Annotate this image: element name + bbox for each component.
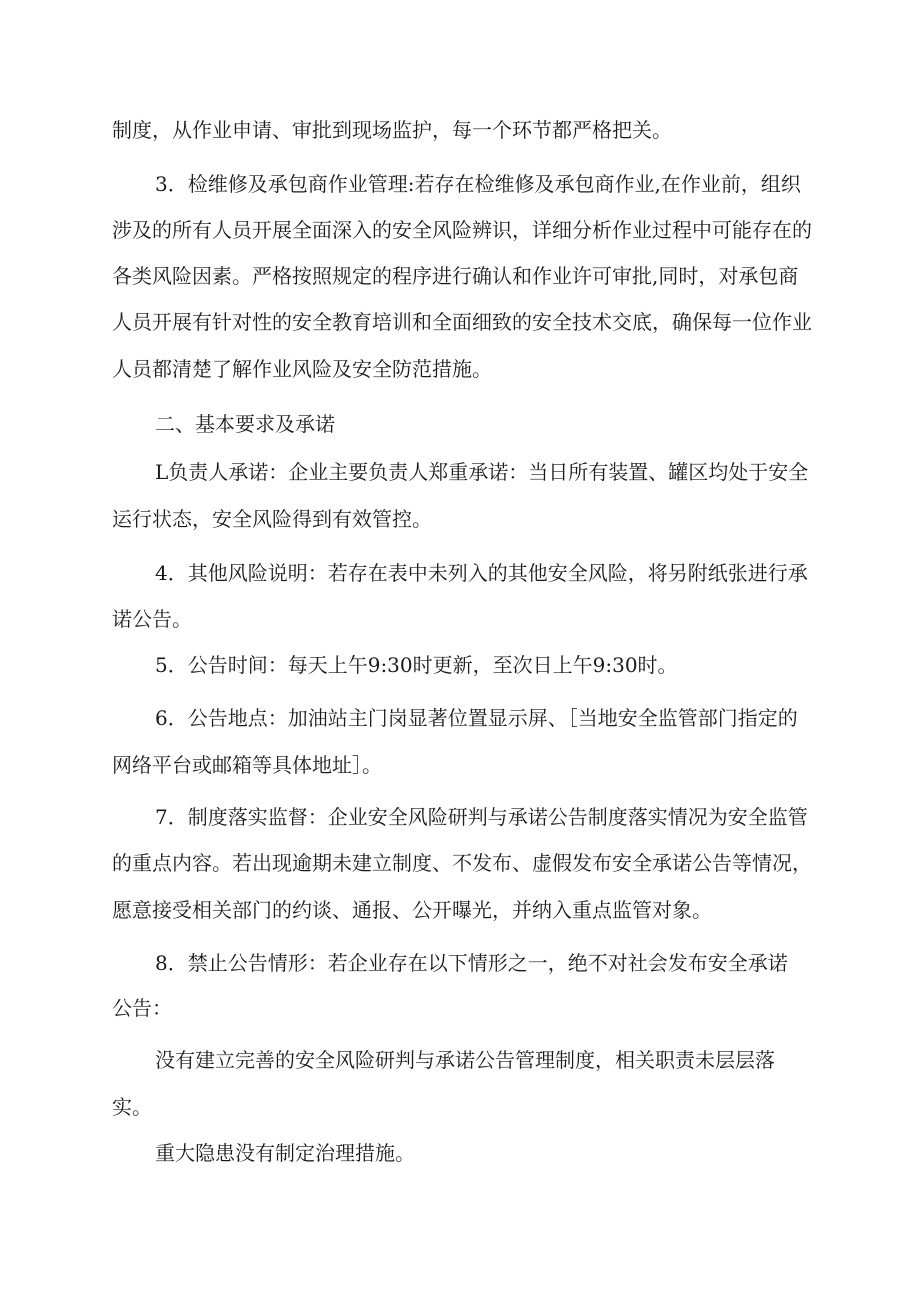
text-line: 运行状态，安全风险得到有效管控。	[112, 507, 432, 531]
text-line: 没有建立完善的安全风险研判与承诺公告管理制度，相关职责未层层落	[155, 1048, 775, 1072]
text-line: 的重点内容。若出现逾期未建立制度、不发布、虚假发布安全承诺公告等情况，	[112, 851, 812, 875]
text-line: 3．检维修及承包商作业管理:若存在检维修及承包商作业,在作业前，组织	[155, 172, 801, 196]
text-line: 重大隐患没有制定治理措施。	[155, 1141, 415, 1165]
text-line: 网络平台或邮箱等具体地址］。	[112, 753, 382, 777]
text-line: 制度，从作业申请、审批到现场监护，每一个环节都严格把关。	[112, 118, 672, 142]
text-line: 涉及的所有人员开展全面深入的安全风险辨识，详细分析作业过程中可能存在的	[112, 218, 812, 242]
text-line: 愿意接受相关部门的约谈、通报、公开曝光，并纳入重点监管对象。	[112, 898, 712, 922]
text-line: 7．制度落实监督：企业安全风险研判与承诺公告制度落实情况为安全监管	[155, 805, 808, 829]
text-line: 人员开展有针对性的安全教育培训和全面细致的安全技术交底，确保每一位作业	[112, 310, 812, 334]
text-line: 5．公告时间：每天上午9:30时更新，至次日上午9:30时。	[155, 653, 678, 677]
text-line: L负责人承诺：企业主要负责人郑重承诺：当日所有装置、罐区均处于安全	[155, 460, 809, 484]
text-line: 8．禁止公告情形：若企业存在以下情形之一，绝不对社会发布安全承诺	[155, 951, 788, 975]
text-line: 实。	[112, 1095, 152, 1119]
text-line: 诺公告。	[112, 607, 192, 631]
text-line: 各类风险因素。严格按照规定的程序进行确认和作业许可审批,同时，对承包商	[112, 264, 799, 288]
text-line: 6．公告地点：加油站主门岗显著位置显示屏、［当地安全监管部门指定的	[155, 706, 798, 730]
text-line: 4．其他风险说明：若存在表中未列入的其他安全风险，将另附纸张进行承	[155, 561, 808, 585]
text-line: 人员都清楚了解作业风险及安全防范措施。	[112, 357, 492, 381]
text-line: 公告：	[112, 996, 172, 1020]
section-heading-text: 二、基本要求及承诺	[155, 412, 335, 436]
